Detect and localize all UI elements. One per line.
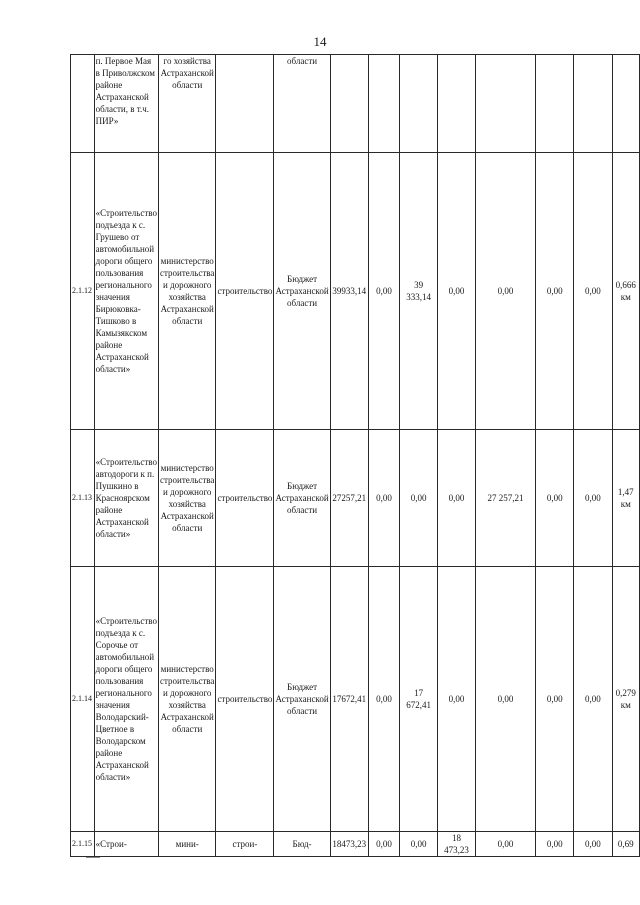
year-amount-2: 0,00: [400, 832, 438, 857]
funding-source: Бюджет Астраханской области: [274, 567, 330, 832]
result-indicator: 0,69: [612, 832, 640, 857]
year-amount-5: 0,00: [536, 567, 574, 832]
responsible-org: мини-: [159, 832, 216, 857]
year-amount-2: 17 672,41: [400, 567, 438, 832]
row-index: 2.1.15: [71, 832, 95, 857]
year-amount-4: [475, 55, 535, 153]
year-amount-2: 39 333,14: [400, 153, 438, 430]
row-index: 2.1.12: [71, 153, 95, 430]
row-index: 2.1.13: [71, 430, 95, 567]
year-amount-6: 0,00: [574, 832, 612, 857]
year-amount-3: 0,00: [438, 153, 476, 430]
work-type: строительство: [216, 153, 274, 430]
work-type: [216, 55, 274, 153]
page-number: 14: [313, 34, 327, 49]
year-amount-1: 0,00: [368, 430, 399, 567]
table-row: [71, 430, 640, 567]
work-type: строительство: [216, 567, 274, 832]
year-amount-3: [438, 55, 476, 153]
table-row: [71, 567, 640, 832]
total-amount: 17672,41: [330, 567, 368, 832]
program-table: [70, 54, 640, 857]
year-amount-3: 0,00: [438, 430, 476, 567]
object-name: «Строительство автодороги к п. Пушкино в Красноярском районе Астраханской области»: [94, 430, 158, 567]
year-amount-3: 18 473,23: [438, 832, 476, 857]
year-amount-1: 0,00: [368, 567, 399, 832]
year-amount-6: 0,00: [574, 430, 612, 567]
responsible-org: го хозяйства Астраханской области: [159, 55, 216, 153]
object-name: п. Первое Мая в Приволжском районе Астраханской области, в т.ч. ПИР»: [94, 55, 158, 153]
year-amount-1: 0,00: [368, 832, 399, 857]
year-amount-6: 0,00: [574, 567, 612, 832]
year-amount-5: [536, 55, 574, 153]
year-amount-4: 0,00: [475, 832, 535, 857]
table-row: [71, 55, 640, 153]
total-amount: 39933,14: [330, 153, 368, 430]
year-amount-5: 0,00: [536, 153, 574, 430]
row-index: 2.1.14: [71, 567, 95, 832]
result-indicator: 0,279 км: [612, 567, 640, 832]
funding-source: области: [274, 55, 330, 153]
year-amount-1: 0,00: [368, 153, 399, 430]
year-amount-5: 0,00: [536, 832, 574, 857]
work-type: строи-: [216, 832, 274, 857]
total-amount: 18473,23: [330, 832, 368, 857]
object-name: «Строительство подъезда к с. Грушево от автомобильной дороги общего пользования регионального значения Бирюковка-Тишково в Камызякском районе Астраханской области»: [94, 153, 158, 430]
funding-source: Бюджет Астраханской области: [274, 430, 330, 567]
year-amount-6: 0,00: [574, 153, 612, 430]
object-name: «Строи-: [94, 832, 158, 857]
scan-artifact: [86, 857, 100, 858]
total-amount: [330, 55, 368, 153]
row-index: [71, 55, 95, 153]
result-indicator: 0,666 км: [612, 153, 640, 430]
year-amount-4: 27 257,21: [475, 430, 535, 567]
year-amount-3: 0,00: [438, 567, 476, 832]
responsible-org: министерство строительства и дорожного хозяйства Астраханской области: [159, 430, 216, 567]
total-amount: 27257,21: [330, 430, 368, 567]
work-type: строительство: [216, 430, 274, 567]
responsible-org: министерство строительства и дорожного хозяйства Астраханской области: [159, 153, 216, 430]
year-amount-4: 0,00: [475, 153, 535, 430]
year-amount-5: 0,00: [536, 430, 574, 567]
year-amount-6: [574, 55, 612, 153]
funding-source: Бюджет Астраханской области: [274, 153, 330, 430]
year-amount-4: 0,00: [475, 567, 535, 832]
year-amount-2: 0,00: [400, 430, 438, 567]
object-name: «Строительство подъезда к с. Сорочье от автомобильной дороги общего пользования регионального значения Володарский-Цветное в Володарском районе Астраханской области»: [94, 567, 158, 832]
responsible-org: министерство строительства и дорожного хозяйства Астраханской области: [159, 567, 216, 832]
table-row: [71, 153, 640, 430]
result-indicator: 1,47 км: [612, 430, 640, 567]
year-amount-2: [400, 55, 438, 153]
result-indicator: [612, 55, 640, 153]
year-amount-1: [368, 55, 399, 153]
funding-source: Бюд-: [274, 832, 330, 857]
table-row: [71, 832, 640, 857]
